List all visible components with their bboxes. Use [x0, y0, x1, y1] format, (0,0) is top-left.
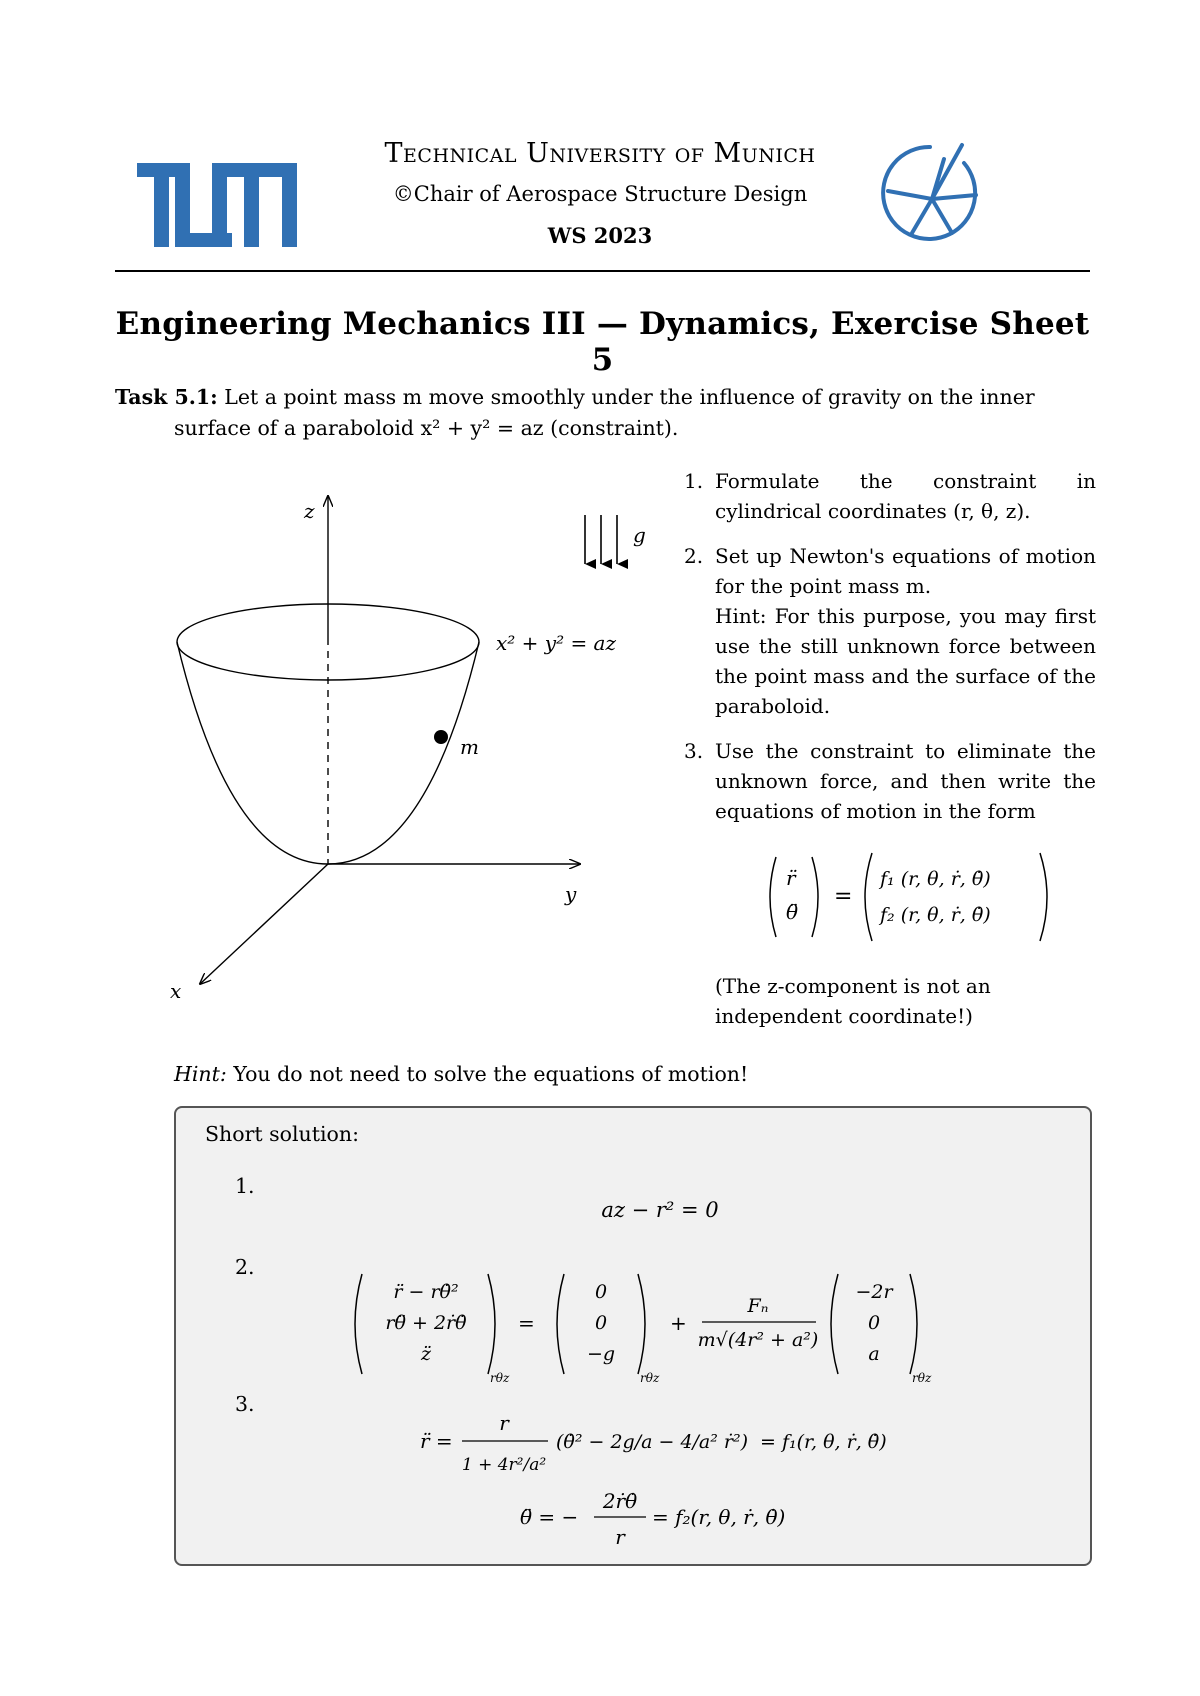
- theta-ddot-lhs: θ̈ = −: [520, 1505, 579, 1529]
- paraboloid-surface: [177, 642, 479, 864]
- gravity-row-r: 0: [594, 1281, 608, 1303]
- item-number: 1.: [684, 469, 704, 493]
- item-number: 2.: [684, 544, 704, 568]
- lhs-r-ddot: r̈: [786, 866, 796, 890]
- basis-subscript: rθz: [490, 1371, 510, 1385]
- equals-sign: =: [834, 884, 853, 909]
- fraction-denominator: 1 + 4r²/a²: [461, 1455, 547, 1475]
- plus-sign: +: [670, 1311, 687, 1335]
- hint: [174, 1062, 748, 1086]
- tum-logo: [137, 163, 297, 247]
- item-number: 3.: [684, 739, 704, 763]
- lhs-row-z: z̈: [420, 1343, 432, 1365]
- item-text: Formulate the constraint in cylindrical coordinates (r, θ, z).: [715, 469, 1096, 523]
- fraction-numerator: Fₙ: [747, 1295, 769, 1317]
- task-label: Task 5.1:: [115, 385, 218, 409]
- sheet-title: Engineering Mechanics III — Dynamics, Exercise Sheet 5: [115, 306, 1090, 378]
- basis-subscript: rθz: [640, 1371, 660, 1385]
- item-hint: Hint: For this purpose, you may first use the still unknown force between the point mass and the surface of the paraboloid.: [715, 604, 1096, 718]
- hint-text: You do not need to solve the equations of motion!: [233, 1062, 749, 1086]
- list-item: [684, 466, 1096, 526]
- x-axis-label: x: [170, 979, 182, 1000]
- basis-subscript: rθz: [912, 1371, 932, 1385]
- chair-name: ©Chair of Aerospace Structure Design: [392, 182, 808, 206]
- z-axis-label: z: [304, 499, 315, 523]
- equals-sign: =: [518, 1311, 535, 1335]
- list-item: [684, 541, 1096, 721]
- point-mass: [434, 730, 448, 744]
- paraboloid-figure: [160, 490, 660, 1000]
- item-note: (The z-component is not an independent coordinate!): [715, 974, 991, 1028]
- newton-equations: [350, 1268, 990, 1386]
- lhs-row-r: r̈ − rθ̇²: [393, 1281, 459, 1303]
- task-statement: [115, 382, 1090, 444]
- f2-rhs: = f₂(r, θ, ṙ, θ̇): [652, 1505, 786, 1529]
- constraint-equation: az − r² = 0: [601, 1198, 719, 1222]
- header-rule: [115, 270, 1090, 272]
- hint-label: Hint:: [174, 1062, 227, 1086]
- lhs-row-theta: rθ̈ + 2ṙθ̇: [385, 1312, 467, 1334]
- gravity-row-z: −g: [586, 1343, 616, 1365]
- solution-title: Short solution:: [205, 1122, 360, 1146]
- y-axis-label: y: [565, 882, 577, 906]
- semester: WS 2023: [547, 223, 653, 248]
- normal-row-r: −2r: [855, 1281, 893, 1303]
- solution-number: 1.: [235, 1174, 255, 1198]
- rhs-f1: f₁ (r, θ, ṙ, θ̇): [880, 868, 991, 890]
- theta-equation: [520, 1490, 840, 1552]
- f1-rhs: = f₁(r, θ, ṙ, θ̇): [760, 1431, 887, 1453]
- gravity-label: g: [633, 523, 646, 547]
- item-text: Set up Newton's equations of motion for the point mass m.: [715, 544, 1096, 598]
- task-items: [684, 466, 1096, 1031]
- gravity-row-theta: 0: [594, 1312, 608, 1334]
- task-line-2: surface of a paraboloid x² + y² = az (constraint).: [174, 416, 679, 440]
- fraction-numerator: 2ṙθ̇: [602, 1490, 638, 1513]
- rhs-f2: f₂ (r, θ, ṙ, θ̇): [880, 904, 991, 926]
- list-item: [684, 736, 1096, 826]
- lhs-theta-ddot: θ̈: [786, 900, 799, 924]
- r-equation: [420, 1404, 920, 1484]
- fraction-denominator: m√(4r² + a²): [697, 1329, 819, 1351]
- bracket-term: (θ̇² − 2g/a − 4/a² ṙ²): [556, 1431, 749, 1453]
- mass-label: m: [460, 735, 479, 759]
- normal-row-z: a: [868, 1343, 880, 1365]
- normal-row-theta: 0: [867, 1312, 881, 1334]
- chair-logo-icon: [876, 141, 980, 245]
- x-axis: [200, 864, 328, 984]
- r-ddot-lhs: r̈ =: [420, 1429, 453, 1453]
- fraction-denominator: r: [615, 1525, 625, 1549]
- task-line-1: Let a point mass m move smoothly under the influence of gravity on the inner: [224, 385, 1035, 409]
- solution-number: 2.: [235, 1255, 255, 1279]
- fraction-numerator: r: [499, 1411, 509, 1435]
- item-text: Use the constraint to eliminate the unknown force, and then write the equations of motion in the form: [715, 739, 1096, 823]
- solution-number: 3.: [235, 1392, 255, 1416]
- surface-equation-label: x² + y² = az: [496, 631, 617, 655]
- equation-form: [684, 849, 1096, 945]
- university-name: Technical University of Munich: [384, 138, 816, 169]
